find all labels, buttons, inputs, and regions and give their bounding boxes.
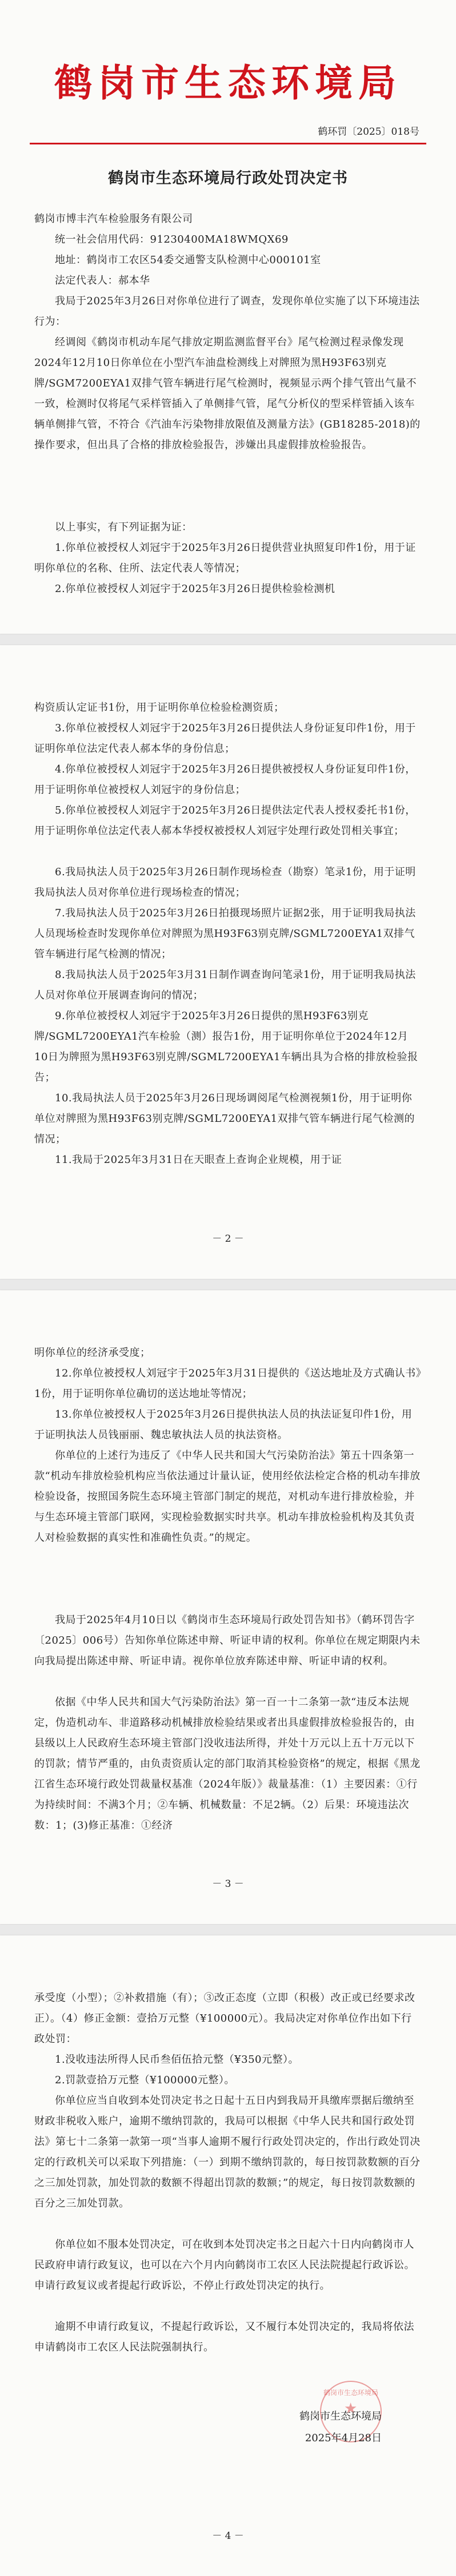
page-number: － 4 － (212, 2530, 244, 2542)
evidence-item-10: 10.我局执法人员于2025年3月26日现场调阅尾气检测视频1份，用于证明你单位对牌照为黑H93F63别克牌/SGML7200EYA1双排气管车辆进行尾气检测的情况； (34, 1092, 415, 1145)
document-title: 鹤岗市生态环境局行政处罚决定书 (108, 170, 348, 187)
evidence-item-12: 12.你单位被授权人刘冠宇于2025年3月31日提供的《送达地址及方式确认书》1份，用于证明你单位确切的送达地址等情况； (34, 1367, 422, 1400)
party-credit-code: 统一社会信用代码：91230400MA18WMQX69 (55, 234, 289, 245)
evidence-item-5: 5.你单位被授权人刘冠宇于2025年3月26日提供法定代表人授权委托书1份，用于证明你单位法定代表人郝本华授权被授权人刘冠宇处理行政处罚相关事宜； (34, 804, 416, 837)
penalty-basis-paragraph: 依据《中华人民共和国大气污染防治法》第一百一十二条第一款“违反本法规定，伪造机动车、非道路移动机械排放检验结果或者出具虚假排放检验报告的，由县级以上人民政府生态环境主管部门没收违法所得，并处十万元以上五十万元以下的罚款；情节严重的，由负责资质认定的部门取消其检验资格”的规定，根据《黑龙江省生态环境行政处罚裁量权基准（2024年版）》裁量基准：（1）主要因素：①行为持续时间：不满3个月；②车辆、机械数量：不足2辆。（2）后果：环境违法次数：1；(3)修正基准：①经济 (34, 1696, 421, 1832)
evidence-item-13: 13.你单位被授权人于2025年3月26日提供执法人员的执法证复印件1份，用于证明执法人员钱丽丽、魏忠敏执法人员的执法资格。 (34, 1408, 413, 1441)
enforcement-paragraph: 逾期不申请行政复议，不提起行政诉讼，又不履行本处罚决定的，我局将依法申请鹤岗市工农区人民法院强制执行。 (34, 2321, 414, 2353)
evidence-item-4: 4.你单位被授权人刘冠宇于2025年3月26日提供被授权人身份证复印件1份，用于证明你单位被授权人刘冠宇的身份信息； (34, 763, 416, 796)
legal-violation-paragraph: 你单位的上述行为违反了《中华人民共和国大气污染防治法》第五十四条第一款“机动车排放检验机构应当依法通过计量认证，使用经依法检定合格的机动车排放检验设备，按照国务院生态环境主管部门制定的规范，对机动车进行排放检验，并与生态环境主管部门联网，实现检验数据实时共享。机动车排放检验机构及其负责人对检验数据的真实性和准确性负责。”的规定。 (34, 1450, 421, 1544)
party-address: 地址：鹤岗市工农区54委交通警支队检测中心000101室 (55, 254, 321, 266)
appeal-rights-paragraph: 你单位如不服本处罚决定，可在收到本处罚决定书之日起六十日内向鹤岗市人民政府申请行政复议，也可以在六个月内向鹤岗市工农区人民法院提起行政诉讼。申请行政复议或者提起行政诉讼，不停止行政处罚决定的执行。 (34, 2239, 415, 2292)
party-representative: 法定代表人：郝本华 (55, 275, 150, 287)
evidence-item-11-start: 11.我局于2025年3月31日在天眼查上查询企业规模，用于证 (55, 1154, 342, 1166)
evidence-item-8: 8.我局执法人员于2025年3月31日制作调查询问笔录1份，用于证明我局执法人员对你单位开展调查询问的情况； (34, 969, 416, 1001)
page-number: － 3 － (212, 1878, 244, 1890)
evidence-item-1: 1.你单位被授权人刘冠宇于2025年3月26日提供营业执照复印件1份，用于证明你单位的名称、住所、法定代表人等情况； (34, 542, 416, 574)
page-3 (0, 1290, 456, 1924)
evidence-item-11-end: 明你单位的经济承受度； (34, 1347, 151, 1359)
penalty-item-2: 2.罚款壹拾万元整（¥100000元整）。 (55, 2074, 235, 2086)
page-2 (0, 645, 456, 1279)
evidence-item-6: 6.我局执法人员于2025年3月26日制作现场检查（勘察）笔录1份，用于证明我局执法人员对你单位进行现场检查的情况； (34, 866, 416, 899)
violation-facts-paragraph: 经调阅《鹤岗市机动车尾气排放定期监测监督平台》尾气检测过程录像发现2024年12月10日你单位在小型汽车油盘检测线上对牌照为黑H93F63别克牌/SGM7200EYA1双排气管车辆进行尾气检测时，视频显示两个排气管出气量不一致，检测时仅将尾气采样管插入了单侧排气管，尾气分析仪的型采样管插入该车辆单侧排气管，不符合《汽油车污染物排放限值及测量方法》(GB18285-2018)的操作要求，但出具了合格的排放检验报告，涉嫌出具虚假排放检验报告。 (34, 336, 421, 451)
red-divider-line (30, 143, 426, 144)
evidence-item-9: 9.你单位被授权人刘冠宇于2025年3月26日提供的黑H93F63别克牌/SGML7200EYA1汽车检验（测）报告1份，用于证明你单位于2024年12月10日为牌照为黑H93F63别克牌/SGML7200EYA1车辆出具为合格的排放检验报告； (34, 1010, 418, 1084)
page-4 (0, 1935, 456, 2576)
evidence-item-7: 7.我局执法人员于2025年3月26日拍摄现场照片证据2张，用于证明我局执法人员现场检查时发现你单位对牌照为黑H93F63别克牌/SGML7200EYA1双排气管车辆进行尾气检测的情况； (34, 907, 416, 960)
evidence-item-2-end: 构资质认定证书1份，用于证明你单位检验检测资质； (34, 702, 285, 714)
document-number: 鹤环罚〔2025〕018号 (318, 126, 419, 138)
penalty-item-1: 1.没收违法所得人民币叁佰伍拾元整（¥350元整）。 (55, 2054, 299, 2066)
penalty-basis-continued: 承受度（小型）；②补救措施（有）；③改正态度（立即（积极）改正或已经要求改正）。（4）修正金额：壹拾万元整（¥100000元）。我局决定对你单位作出如下行政处罚： (34, 1992, 415, 2045)
notice-paragraph: 我局于2025年4月10日以《鹤岗市生态环境局行政处罚告知书》（鹤环罚告字〔2025〕006号）告知你单位陈述申辩、听证申请的权利。你单位在规定期限内未向我局提出陈述申辩、听证申请。视你单位放弃陈述申辩、听证申请的权利。 (34, 1614, 421, 1667)
issuer-masthead: 鹤岗市生态环境局 (54, 61, 402, 105)
investigation-paragraph: 我局于2025年3月26日对你单位进行了调查，发现你单位实施了以下环境违法行为： (34, 295, 420, 328)
official-seal-icon: 鹤岗市生态环境局 ★ (320, 2381, 382, 2442)
signature-organization: 鹤岗市生态环境局 (299, 2410, 382, 2422)
payment-paragraph: 你单位应当自收到本处罚决定书之日起十五日内到我局开具缴库票据后缴纳至财政非税收入账户，逾期不缴纳罚款的，我局可以根据《中华人民共和国行政处罚法》第七十二条第一款第一项“当事人逾期不履行行政处罚决定的，作出行政处罚决定的行政机关可以采取下列措施：（一）到期不缴纳罚款的，每日按罚款数额的百分之三加处罚款，加处罚款的数额不得超出罚款的数额；”的规定，每日按罚款数额的百分之三加处罚款。 (34, 2095, 421, 2209)
evidence-item-3: 3.你单位被授权人刘冠宇于2025年3月26日提供法人身份证复印件1份，用于证明你单位法定代表人郝本华的身份信息； (34, 722, 416, 755)
evidence-item-2-start: 2.你单位被授权人刘冠宇于2025年3月26日提供检验检测机 (55, 583, 335, 595)
evidence-intro: 以上事实，有下列证据为证： (55, 521, 193, 533)
page-number: － 2 － (212, 1233, 244, 1245)
page-1 (0, 0, 456, 634)
signature-date: 2025年4月28日 (305, 2432, 382, 2444)
party-name: 鹤岗市博丰汽车检验服务有限公司 (34, 213, 193, 225)
